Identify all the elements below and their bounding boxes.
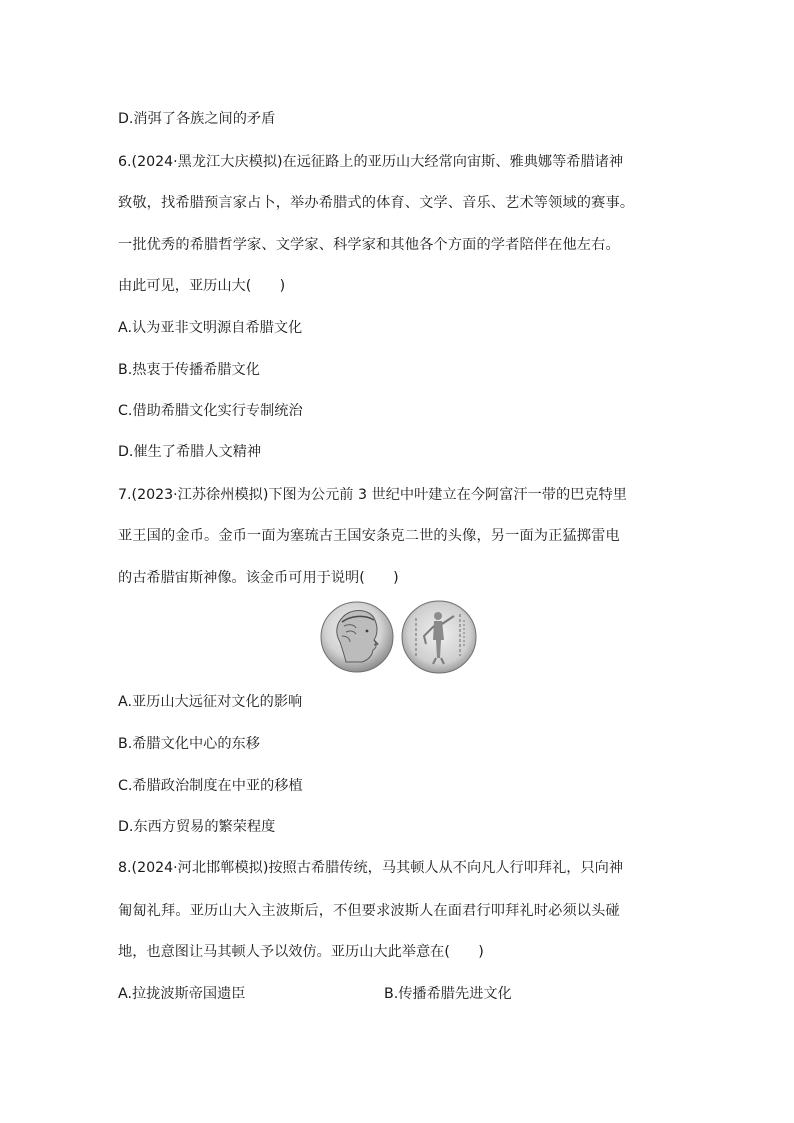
q8-stem-line-2: 匍匐礼拜。亚历山大入主波斯后，不但要求波斯人在面君行叩拜礼时必须以头碰 [118,903,620,919]
q7-stem-line-3: 的古希腊宙斯神像。该金币可用于说明( ) [118,570,399,586]
q6-stem-line-4: 由此可见，亚历山大( ) [118,278,286,294]
q7-stem-line-2: 亚王国的金币。金币一面为塞琉古王国安条克二世的头像，另一面为正猛掷雷电 [118,528,620,544]
q7-stem-line-1: 7.(2023·江苏徐州模拟)下图为公元前 3 世纪中叶建立在今阿富汗一带的巴克特里 [118,487,627,503]
q6-stem-line-1: 6.(2024·黑龙江大庆模拟)在远征路上的亚历山大经常向宙斯、雅典娜等希腊诸神 [118,154,624,170]
q8-option-b: B.传播希腊先进文化 [384,986,512,1002]
q7-option-d: D.东西方贸易的繁荣程度 [118,819,276,835]
q6-option-b: B.热衷于传播希腊文化 [118,362,260,378]
q8-stem-line-1: 8.(2024·河北邯郸模拟)按照古希腊传统，马其顿人从不向凡人行叩拜礼，只向神 [118,860,624,876]
q6-option-d: D.催生了希腊人文精神 [118,444,262,460]
q5-option-d: D.消弭了各族之间的矛盾 [118,111,276,127]
coin-obverse-portrait [321,602,393,672]
q6-option-c: C.借助希腊文化实行专制统治 [118,403,303,419]
q6-stem-line-2: 致敬，找希腊预言家占卜，举办希腊式的体育、文学、音乐、艺术等领域的赛事。 [118,195,635,211]
q8-option-a: A.拉拢波斯帝国遗臣 [118,986,246,1002]
q7-option-a: A.亚历山大远征对文化的影响 [118,694,303,710]
coin-reverse-zeus [402,601,476,673]
coin-illustration [320,600,480,674]
coin-image [320,600,480,674]
q6-stem-line-3: 一批优秀的希腊哲学家、文学家、科学家和其他各个方面的学者陪伴在他左右。 [118,237,620,253]
q6-option-a: A.认为亚非文明源自希腊文化 [118,320,303,336]
q8-stem-line-3: 地，也意图让马其顿人予以效仿。亚历山大此举意在( ) [118,944,484,960]
q7-option-b: B.希腊文化中心的东移 [118,736,260,752]
q7-option-c: C.希腊政治制度在中亚的移植 [118,778,303,794]
